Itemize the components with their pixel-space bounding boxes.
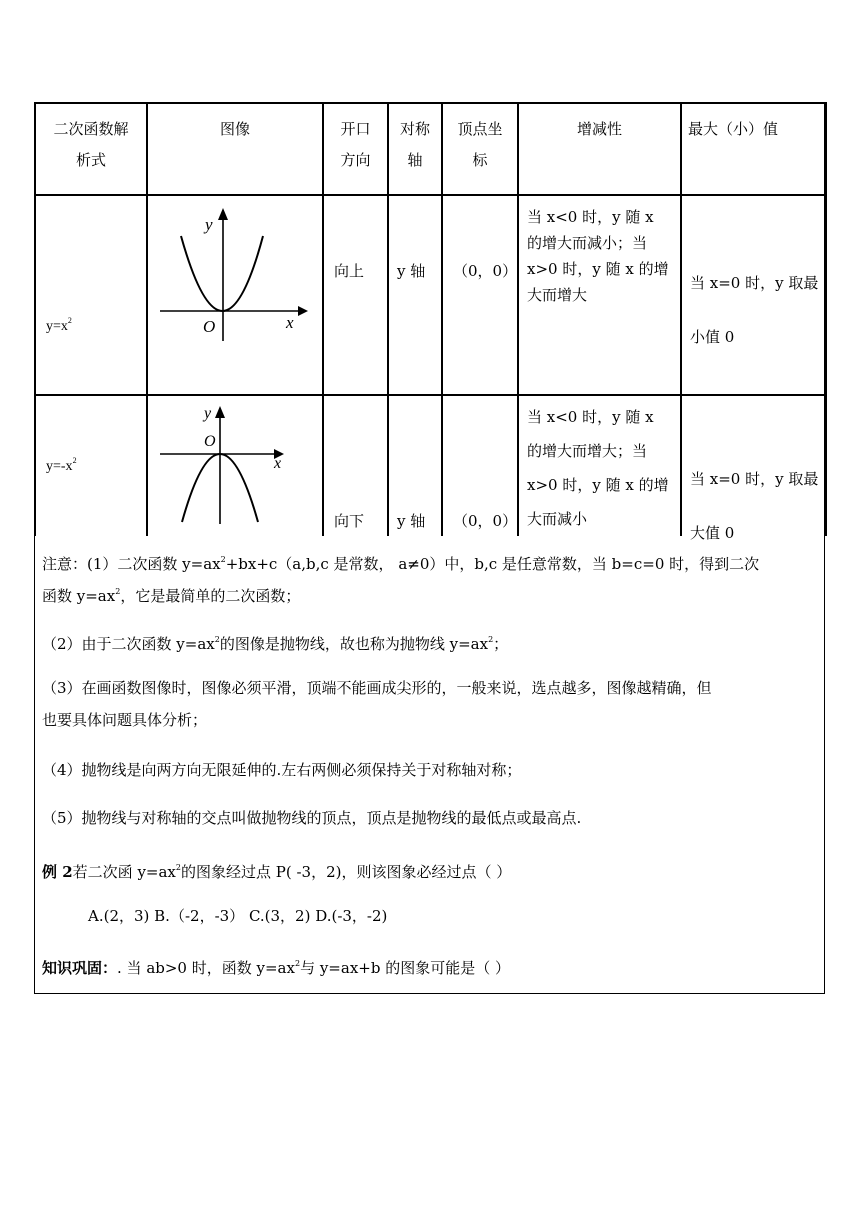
header-graph: 图像: [147, 103, 323, 195]
monotonicity-cell: 当 x<0 时，y 随 x 的增大而减小；当 x>0 时，y 随 x 的增 大而增大: [518, 195, 681, 395]
formula-y-neg-x2: $y=-x^2$: [46, 456, 77, 474]
svg-text:y: y: [204, 405, 212, 422]
extreme-cell: 当 x=0 时，y 取最 大值 0: [681, 395, 826, 536]
graph-cell: [147, 195, 323, 395]
vertex-cell: （0，0）: [442, 195, 518, 395]
formula-cell: [35, 195, 147, 395]
formula-cell: [35, 395, 147, 536]
svg-text:O: O: [204, 433, 216, 450]
header-axis: 对称 轴: [388, 103, 442, 195]
note-1: 注意：(1）二次函数 $y=ax^2+bx+c(a,b,c$ 是常数， a≠0）中，b,c 是任意常数，当 b=c=0 时，得到二次: [42, 555, 760, 573]
note-4: （4）抛物线是向两方向无限延伸的.左右两侧必须保持关于对称轴对称；: [42, 761, 522, 779]
example-2: 例 2若二次函 $y=ax^2$的图象经过点 P( -3，2)，则该图象必经过点（ ）: [42, 863, 512, 881]
knowledge-consolidation: 知识巩固：. 当 ab>0 时，函数 $y=ax^2$与 y=ax+b 的图象可能是（ ）: [42, 959, 510, 977]
axis-cell: y 轴: [388, 395, 442, 536]
axis-cell: y 轴: [388, 195, 442, 395]
note-3: （3）在画函数图像时，图像必须平滑，顶端不能画成尖形的，一般来说，选点越多，图像越精确，但: [42, 679, 712, 697]
header-formula: 二次函数解 析式: [35, 103, 147, 195]
graph-cell: [147, 395, 323, 536]
header-opening: 开口 方向: [323, 103, 388, 195]
note-5: （5）抛物线与对称轴的交点叫做抛物线的顶点，顶点是抛物线的最低点或最高点.: [42, 809, 582, 827]
extreme-cell: 当 x=0 时，y 取最 小值 0: [681, 195, 826, 395]
table-row: [35, 195, 826, 395]
quadratic-function-table: [34, 102, 827, 542]
opening-cell: 向下: [323, 395, 388, 536]
svg-text:y: y: [205, 215, 213, 234]
table-header-row: [35, 103, 826, 195]
svg-text:x: x: [274, 455, 282, 472]
table-row: [35, 395, 826, 536]
parabola-down-graph: [148, 396, 322, 534]
header-extreme: 最大（小）值: [681, 103, 826, 195]
note-1-cont: 函数 $y=ax^2$，它是最简单的二次函数；: [42, 587, 301, 605]
svg-text:O: O: [203, 317, 216, 336]
example-options: A.(2，3) B.（-2，-3） C.(3，2) D.(-3，-2): [88, 907, 388, 925]
header-monotonicity: 增减性: [518, 103, 681, 195]
formula-y-x2: $y=x^2$: [46, 316, 72, 334]
opening-cell: 向上: [323, 195, 388, 395]
parabola-up-graph: [148, 196, 322, 392]
monotonicity-cell: 当 x<0 时，y 随 x 的增大而增大；当 x>0 时，y 随 x 的增 大而减小: [518, 395, 681, 536]
vertex-cell: （0，0）: [442, 395, 518, 536]
note-2: （2）由于二次函数 $y=ax^2$的图像是抛物线，故也称为抛物线 $y=ax^2$；: [42, 635, 509, 653]
svg-text:x: x: [286, 313, 294, 332]
header-vertex: 顶点坐 标: [442, 103, 518, 195]
note-3-cont: 也要具体问题具体分析；: [42, 711, 208, 729]
